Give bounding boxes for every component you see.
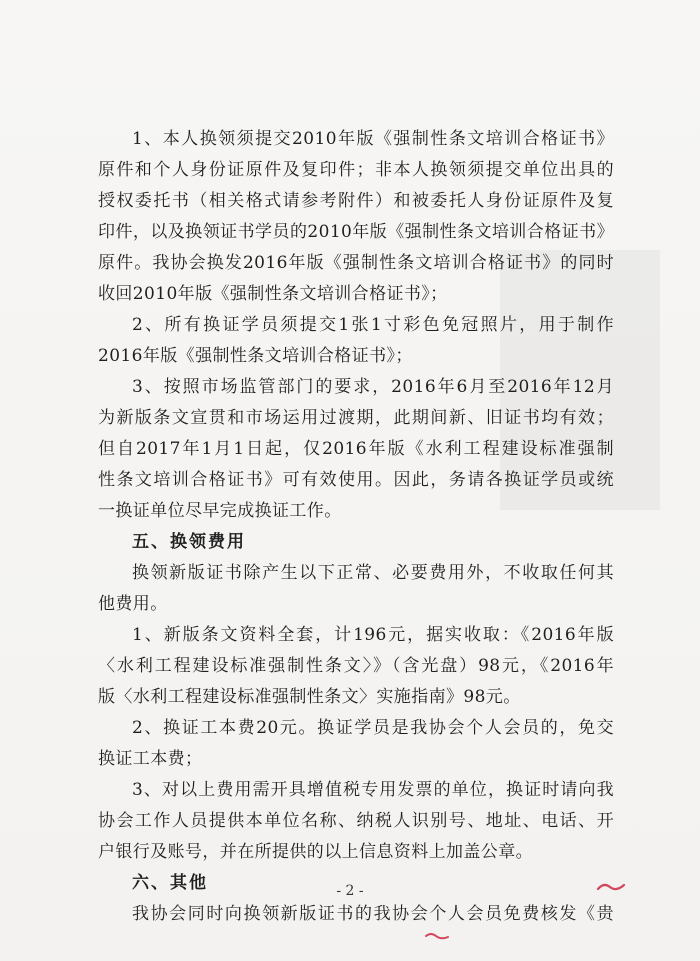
text-line: 换领新版证书除产生以下正常、必要费用外，不收取任何其 bbox=[132, 563, 614, 583]
text-line: 协会工作人员提供本单位名称、纳税人识别号、地址、电话、开 bbox=[98, 811, 614, 831]
text-line: 版〈水利工程建设标准强制性条文〉实施指南》98元。 bbox=[98, 687, 521, 707]
section5-paragraph-4 bbox=[98, 775, 614, 868]
text-line: 户银行及账号，并在所提供的以上信息资料上加盖公章。 bbox=[98, 842, 533, 862]
text-line: 授权委托书（相关格式请参考附件）和被委托人身份证原件及复 bbox=[98, 191, 614, 211]
document-body bbox=[98, 124, 614, 930]
text-line: 3、按照市场监管部门的要求，2016年6月至2016年12月 bbox=[132, 377, 614, 397]
stamp-fragment-icon bbox=[596, 880, 626, 892]
paragraph-1 bbox=[98, 124, 614, 310]
section6-paragraph-1 bbox=[98, 899, 614, 930]
text-line: 收回2010年版《强制性条文培训合格证书》； bbox=[98, 284, 448, 304]
stamp-fragment-icon bbox=[424, 930, 450, 942]
text-line: 1、新版条文资料全套，计196元，据实收取：《2016年版 bbox=[132, 625, 614, 645]
text-line: 性条文培训合格证书》可有效使用。因此，务请各换证学员或统 bbox=[98, 470, 614, 490]
text-line: 原件。我协会换发2016年版《强制性条文培训合格证书》的同时 bbox=[98, 253, 614, 273]
paragraph-3 bbox=[98, 372, 614, 527]
text-line: 〈水利工程建设标准强制性条文〉》（含光盘）98元，《2016年 bbox=[98, 656, 614, 676]
section5-paragraph-1 bbox=[98, 558, 614, 620]
text-line: 1、本人换领须提交2010年版《强制性条文培训合格证书》 bbox=[132, 129, 614, 149]
section-heading-fees: 五、换领费用 bbox=[132, 532, 246, 552]
text-line: 他费用。 bbox=[98, 594, 168, 614]
text-line: 原件和个人身份证原件及复印件；非本人换领须提交单位出具的 bbox=[98, 160, 614, 180]
text-line: 但自2017年1月1日起，仅2016年版《水利工程建设标准强制 bbox=[98, 439, 614, 459]
section5-paragraph-3 bbox=[98, 713, 614, 775]
text-line: 为新版条文宣贯和市场运用过渡期，此期间新、旧证书均有效； bbox=[98, 408, 614, 428]
paragraph-2 bbox=[98, 310, 614, 372]
text-line: 2、换证工本费20元。换证学员是我协会个人会员的，免交 bbox=[132, 718, 614, 738]
text-line: 一换证单位尽早完成换证工作。 bbox=[98, 501, 342, 521]
text-line: 2016年版《强制性条文培训合格证书》； bbox=[98, 346, 413, 366]
text-line: 印件，以及换领证书学员的2010年版《强制性条文培训合格证书》 bbox=[98, 222, 614, 242]
section-heading-other: 六、其他 bbox=[132, 873, 208, 893]
text-line: 2、所有换证学员须提交1张1寸彩色免冠照片，用于制作 bbox=[132, 315, 614, 335]
page-number: - 2 - bbox=[336, 883, 364, 899]
text-line: 换证工本费； bbox=[98, 749, 203, 769]
text-line: 3、对以上费用需开具增值税专用发票的单位，换证时请向我 bbox=[132, 780, 614, 800]
section5-paragraph-2 bbox=[98, 620, 614, 713]
text-line: 我协会同时向换领新版证书的我协会个人会员免费核发《贵 bbox=[132, 904, 614, 924]
